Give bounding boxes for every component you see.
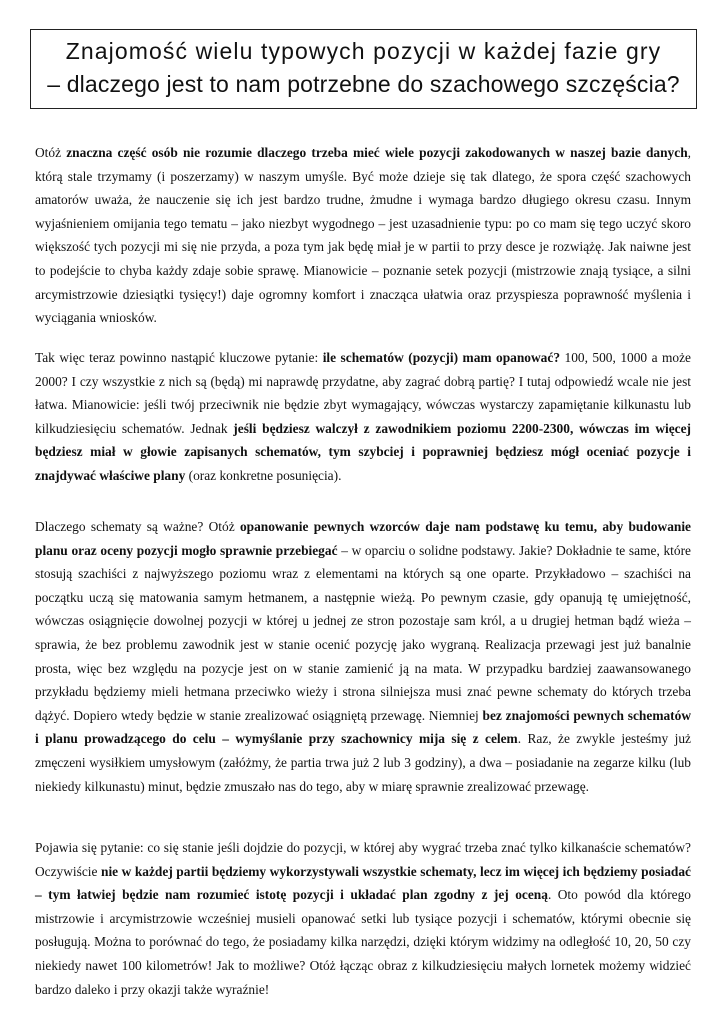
paragraph-3-text-1: Dlaczego schematy są ważne? Otóż	[35, 519, 240, 534]
paragraph-3-text-2: – w oparciu o solidne podstawy. Jakie? Dokładnie te same, które stosują szachiści z najwyższego poziomu wraz z elementami na których są one oparte. Przykładowo – szachiści na początku uczą się matowania samym hetmanem, a następnie wieżą. Po pewnym czasie, gdy opanują tę umiejętność, wówczas osiągnięcie dowolnej pozycji w której u jednej ze stron pozostaje sam król, a u drugiej hetman bądź wieża – sprawia, że bez problemu zawodnik jest w stanie ocenić pozycję jako wygraną. Realizacja przewagi jest już banalnie prosta, więc bez względu na pozycje jest on w stanie zamienić ją na mata. W przypadku bardziej zaawansowanego przykładu będziemy mieli hetmana przeciwko wieży i strona silniejsza musi znać pewne schematy do których trzeba dążyć. Dopiero wtedy będzie w stanie zrealizować osiągniętą przewagę. Niemniej	[35, 542, 691, 723]
paragraph-2-bold-2: jeśli będziesz walczył z zawodnikiem poziomu 2200-2300, wówczas im więcej będziesz miał w głowie zapisanych schematów, tym szybciej i poprawniej będziesz mógł oceniać pozycje i znajdywać właściwe plany	[35, 420, 691, 483]
paragraph-2-bold-1: ile schematów (pozycji) mam opanować?	[322, 350, 561, 365]
paragraph-2-text-1: Tak więc teraz powinno nastąpić kluczowe pytanie:	[35, 350, 323, 365]
paragraph-4-text-2: . Oto powód dla którego mistrzowie i arcymistrzowie wcześniej musieli opanować setki lub tysiące pozycji i schematów, którymi obecnie się posługują. Można to porównać do tego, że posiadamy kilka narzędzi, dzięki którym widzimy na odległość 10, 20, 50 czy niekiedy nawet 100 kilometrów! Jak to możliwe? Otóż łącząc obraz z kilkudziesięciu małych lornetek możemy widzieć bardzo daleko i przy okazji także wyraźnie!	[35, 887, 691, 997]
paragraph-1-bold-1: znaczna część osób nie rozumie dlaczego trzeba mieć wiele pozycji zakodowanych w naszej bazie danych	[66, 145, 688, 160]
paragraph-4-bold-1: nie w każdej partii będziemy wykorzystywali wszystkie schematy, lecz im więcej ich będziemy posiadać – tym łatwiej będzie nam rozumieć istotę pozycji i układać plan zgodny z jej oceną	[35, 863, 691, 903]
paragraph-3-text-3: . Raz, że zwykle jesteśmy już zmęczeni wysiłkiem umysłowym (załóżmy, że partia trwa już 2 lub 3 godziny), a dwa – posiadanie na zegarze kilku (lub niekiedy kilkunastu) minut, będzie zmuszało nas do tego, aby w miarę sprawnie zrealizować przewagę.	[35, 731, 691, 794]
paragraph-4	[35, 836, 691, 1001]
paragraph-1-text-2: , którą stale trzymamy (i poszerzamy) w naszym umyśle. Być może dzieje się tak dlatego, że spora część szachowych amatorów uważa, że nauczenie się ich jest bardzo trudne, żmudne i wymaga bardzo długiego okresu czasu. Innym wyjaśnieniem omijania tego tematu – jako niezbyt wygodnego – jest uzasadnienie typu: po co mam się tego uczyć skoro większość tych pozycji mi się nie przyda, a poza tym jak będę miał je w partii to przy desce je rozwiążę. Jak naiwne jest to podejście to chyba każdy zdaje sobie sprawę. Mianowicie – poznanie setek pozycji (mistrzowie znają tysiące, a silni arcymistrzowie dziesiątki tysięcy!) daje ogromny komfort i znacząca ułatwia oraz przyspiesza poprawność myślenia i wyciągania wniosków.	[35, 145, 691, 326]
title-line-2: – dlaczego jest to nam potrzebne do szachowego szczęścia?	[47, 71, 680, 97]
paragraph-3-bold-1: opanowanie pewnych wzorców daje nam podstawę ku temu, aby budowanie planu oraz oceny pozycji mogło sprawnie przebiegać	[35, 519, 691, 558]
paragraph-1	[35, 141, 691, 330]
title-line-1: Znajomość wielu typowych pozycji w każdej fazie gry	[65, 38, 662, 64]
paragraph-4-text-1: Pojawia się pytanie: co się stanie jeśli dojdzie do pozycji, w której aby wygrać trzeba znać tylko kilkanaście schematów? Oczywiście	[35, 840, 691, 879]
paragraph-3-bold-2: bez znajomości pewnych schematów i planu prowadzącego do celu – wymyślanie przy szachownicy mija się z celem	[35, 707, 691, 747]
paragraph-3	[35, 515, 691, 798]
paragraph-2-text-2: 100, 500, 1000 a może 2000? I czy wszystkie z nich są (będą) mi naprawdę przydatne, aby zagrać dobrą partię? I tutaj odpowiedź wcale nie jest łatwa. Mianowicie: jeśli twój przeciwnik nie będzie zbyt wymagający, wówczas wystarczy zapamiętanie kilkunastu lub kilkudziesięciu schematów. Jednak	[35, 350, 691, 436]
paragraph-2	[35, 346, 691, 488]
title-box	[30, 29, 697, 109]
paragraph-1-text-1: Otóż	[35, 145, 67, 160]
paragraph-2-text-3: (oraz konkretne posunięcia).	[185, 467, 342, 483]
